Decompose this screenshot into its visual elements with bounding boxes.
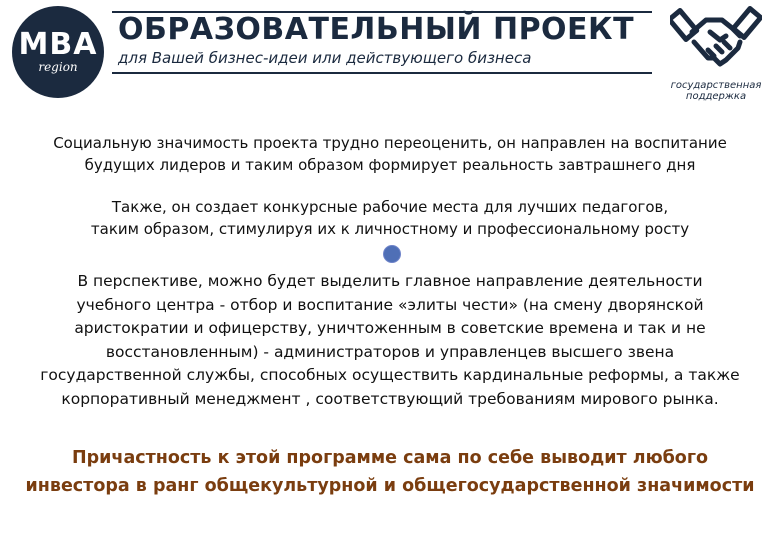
text-line: Причастность к этой программе сама по себе выводит любого xyxy=(72,448,708,468)
text-line: государственной службы, способных осуществить кардинальные реформы, а также xyxy=(40,366,740,384)
logo-subtitle: region xyxy=(38,60,78,74)
badge-label-line: государственная xyxy=(670,80,762,91)
bullet-dot-icon xyxy=(383,245,401,263)
text-line: учебного центра - отбор и воспитание «элиты чести» (на смену дворянской xyxy=(76,295,704,314)
government-support-badge xyxy=(660,2,772,106)
paragraph-social-significance xyxy=(0,132,780,176)
badge-label-line: поддержка xyxy=(685,91,747,102)
handshake-icon xyxy=(670,2,762,78)
paragraph-investor-highlight xyxy=(0,444,780,500)
text-line: В перспективе, можно будет выделить главное направление деятельности xyxy=(77,272,703,290)
text-line: будущих лидеров и таким образом формирует реальность завтрашнего дня xyxy=(84,156,696,174)
paragraph-perspective xyxy=(0,270,780,411)
paragraph-jobs xyxy=(0,196,780,240)
page-title: ОБРАЗОВАТЕЛЬНЫЙ ПРОЕКТ xyxy=(118,12,635,47)
header-bottom-divider xyxy=(112,72,652,74)
government-support-label xyxy=(660,80,772,102)
logo-title: MBA xyxy=(18,27,98,62)
text-line: восстановленным) - администраторов и управленцев высшего звена xyxy=(105,342,675,361)
text-line: корпоративный менеджмент , соответствующий требованиям мирового рынка. xyxy=(61,389,719,408)
page-subtitle: для Вашей бизнес-идеи или действующего бизнеса xyxy=(118,49,532,67)
mba-region-logo xyxy=(12,6,104,98)
text-line: таким образом, стимулируя их к личностному и профессиональному росту xyxy=(90,220,690,238)
text-line: Также, он создает конкурсные рабочие места для лучших педагогов, xyxy=(111,198,669,216)
text-line: аристократии и офицерству, уничтоженным в советские времена и так и не xyxy=(74,319,706,337)
text-line: Социальную значимость проекта трудно переоценить, он направлен на воспитание xyxy=(53,134,727,152)
text-line: инвестора в ранг общекультурной и общегосударственной значимости xyxy=(25,476,755,496)
